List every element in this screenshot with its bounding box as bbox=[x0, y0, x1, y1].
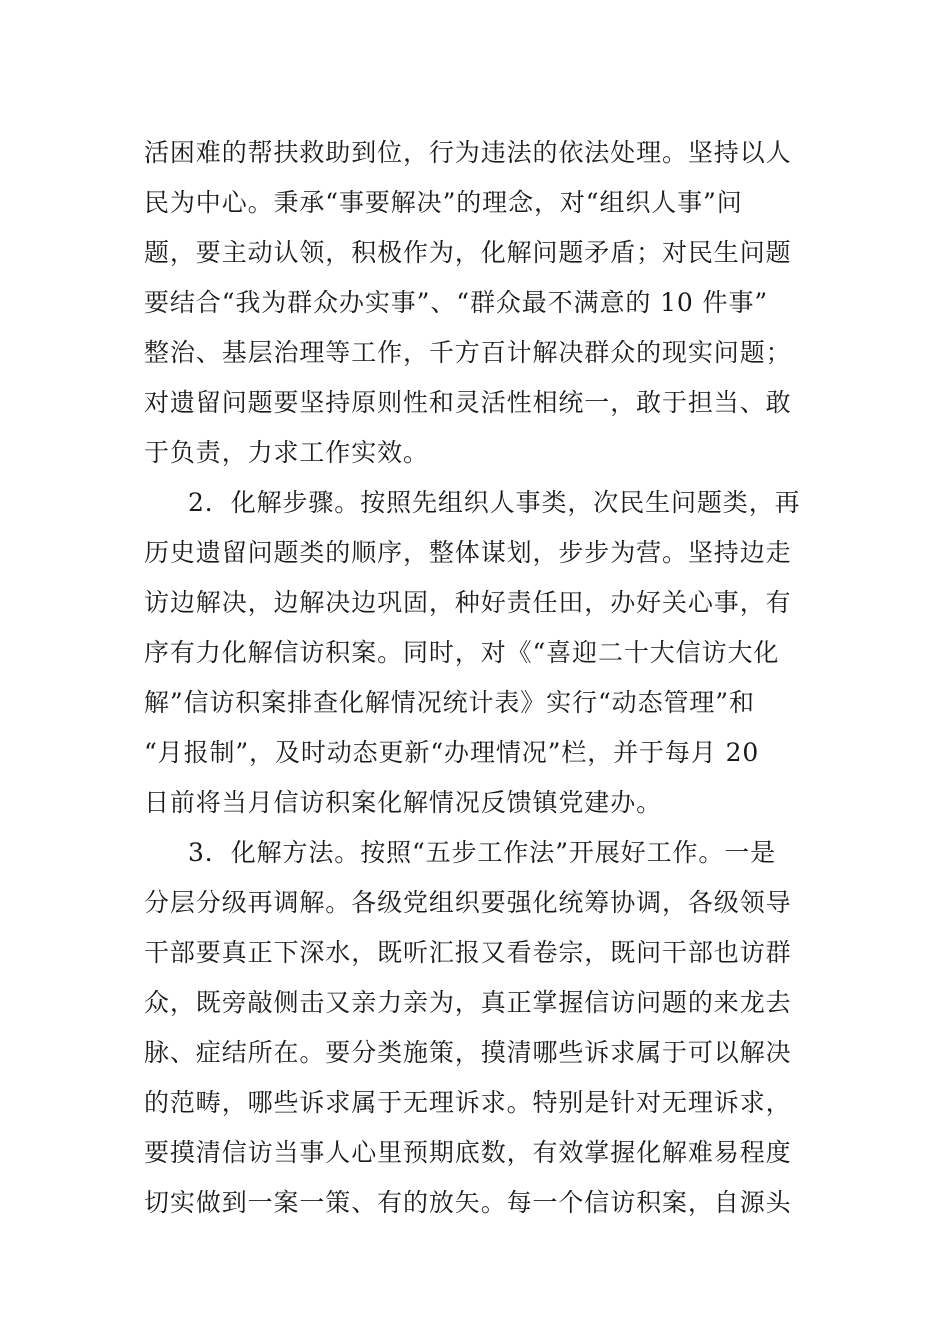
text-line: 访边解决，边解决边巩固，种好责任田，办好关心事，有 bbox=[144, 588, 792, 617]
text-line: 活困难的帮扶救助到位，行为违法的依法处理。坚持以人 bbox=[144, 138, 792, 167]
text-line: 整治、基层治理等工作，千方百计解决群众的现实问题； bbox=[144, 338, 792, 367]
text-line: 干部要真正下深水，既听汇报又看卷宗，既问干部也访群 bbox=[144, 938, 792, 967]
text-line: 脉、症结所在。要分类施策，摸清哪些诉求属于可以解决 bbox=[144, 1038, 792, 1067]
text-line: 要摸清信访当事人心里预期底数，有效掌握化解难易程度 bbox=[144, 1138, 792, 1167]
text-line: 历史遗留问题类的顺序，整体谋划，步步为营。坚持边走 bbox=[144, 538, 792, 567]
text-line: 题，要主动认领，积极作为，化解问题矛盾；对民生问题 bbox=[144, 238, 792, 267]
text-line: 民为中心。秉承“事要解决”的理念，对“组织人事”问 bbox=[144, 188, 743, 217]
text-line: 2．化解步骤。按照先组织人事类，次民生问题类，再 bbox=[188, 488, 801, 517]
text-line: 序有力化解信访积案。同时，对《“喜迎二十大信访大化 bbox=[144, 638, 780, 667]
text-line: 解”信访积案排查化解情况统计表》实行“动态管理”和 bbox=[144, 688, 755, 717]
text-line: 切实做到一案一策、有的放矢。每一个信访积案，自源头 bbox=[144, 1188, 792, 1217]
text-line: 众，既旁敲侧击又亲力亲为，真正掌握信访问题的来龙去 bbox=[144, 988, 792, 1017]
text-line: 的范畴，哪些诉求属于无理诉求。特别是针对无理诉求， bbox=[144, 1088, 792, 1117]
text-line: 分层分级再调解。各级党组织要强化统筹协调，各级领导 bbox=[144, 888, 792, 917]
text-line: 3．化解方法。按照“五步工作法”开展好工作。一是 bbox=[188, 838, 777, 867]
text-line: 对遗留问题要坚持原则性和灵活性相统一，敢于担当、敢 bbox=[144, 388, 792, 417]
text-line: 要结合“我为群众办实事”、“群众最不满意的 10 件事” bbox=[144, 288, 769, 317]
text-line: “月报制”，及时动态更新“办理情况”栏，并于每月 20 bbox=[144, 738, 760, 767]
paragraph-2-resolution-steps bbox=[144, 478, 806, 828]
text-line: 日前将当月信访积案化解情况反馈镇党建办。 bbox=[144, 788, 663, 817]
paragraph-3-resolution-methods bbox=[144, 828, 806, 1228]
text-line: 于负责，力求工作实效。 bbox=[144, 438, 429, 467]
document-body bbox=[144, 128, 806, 1228]
paragraph-1 bbox=[144, 128, 806, 478]
